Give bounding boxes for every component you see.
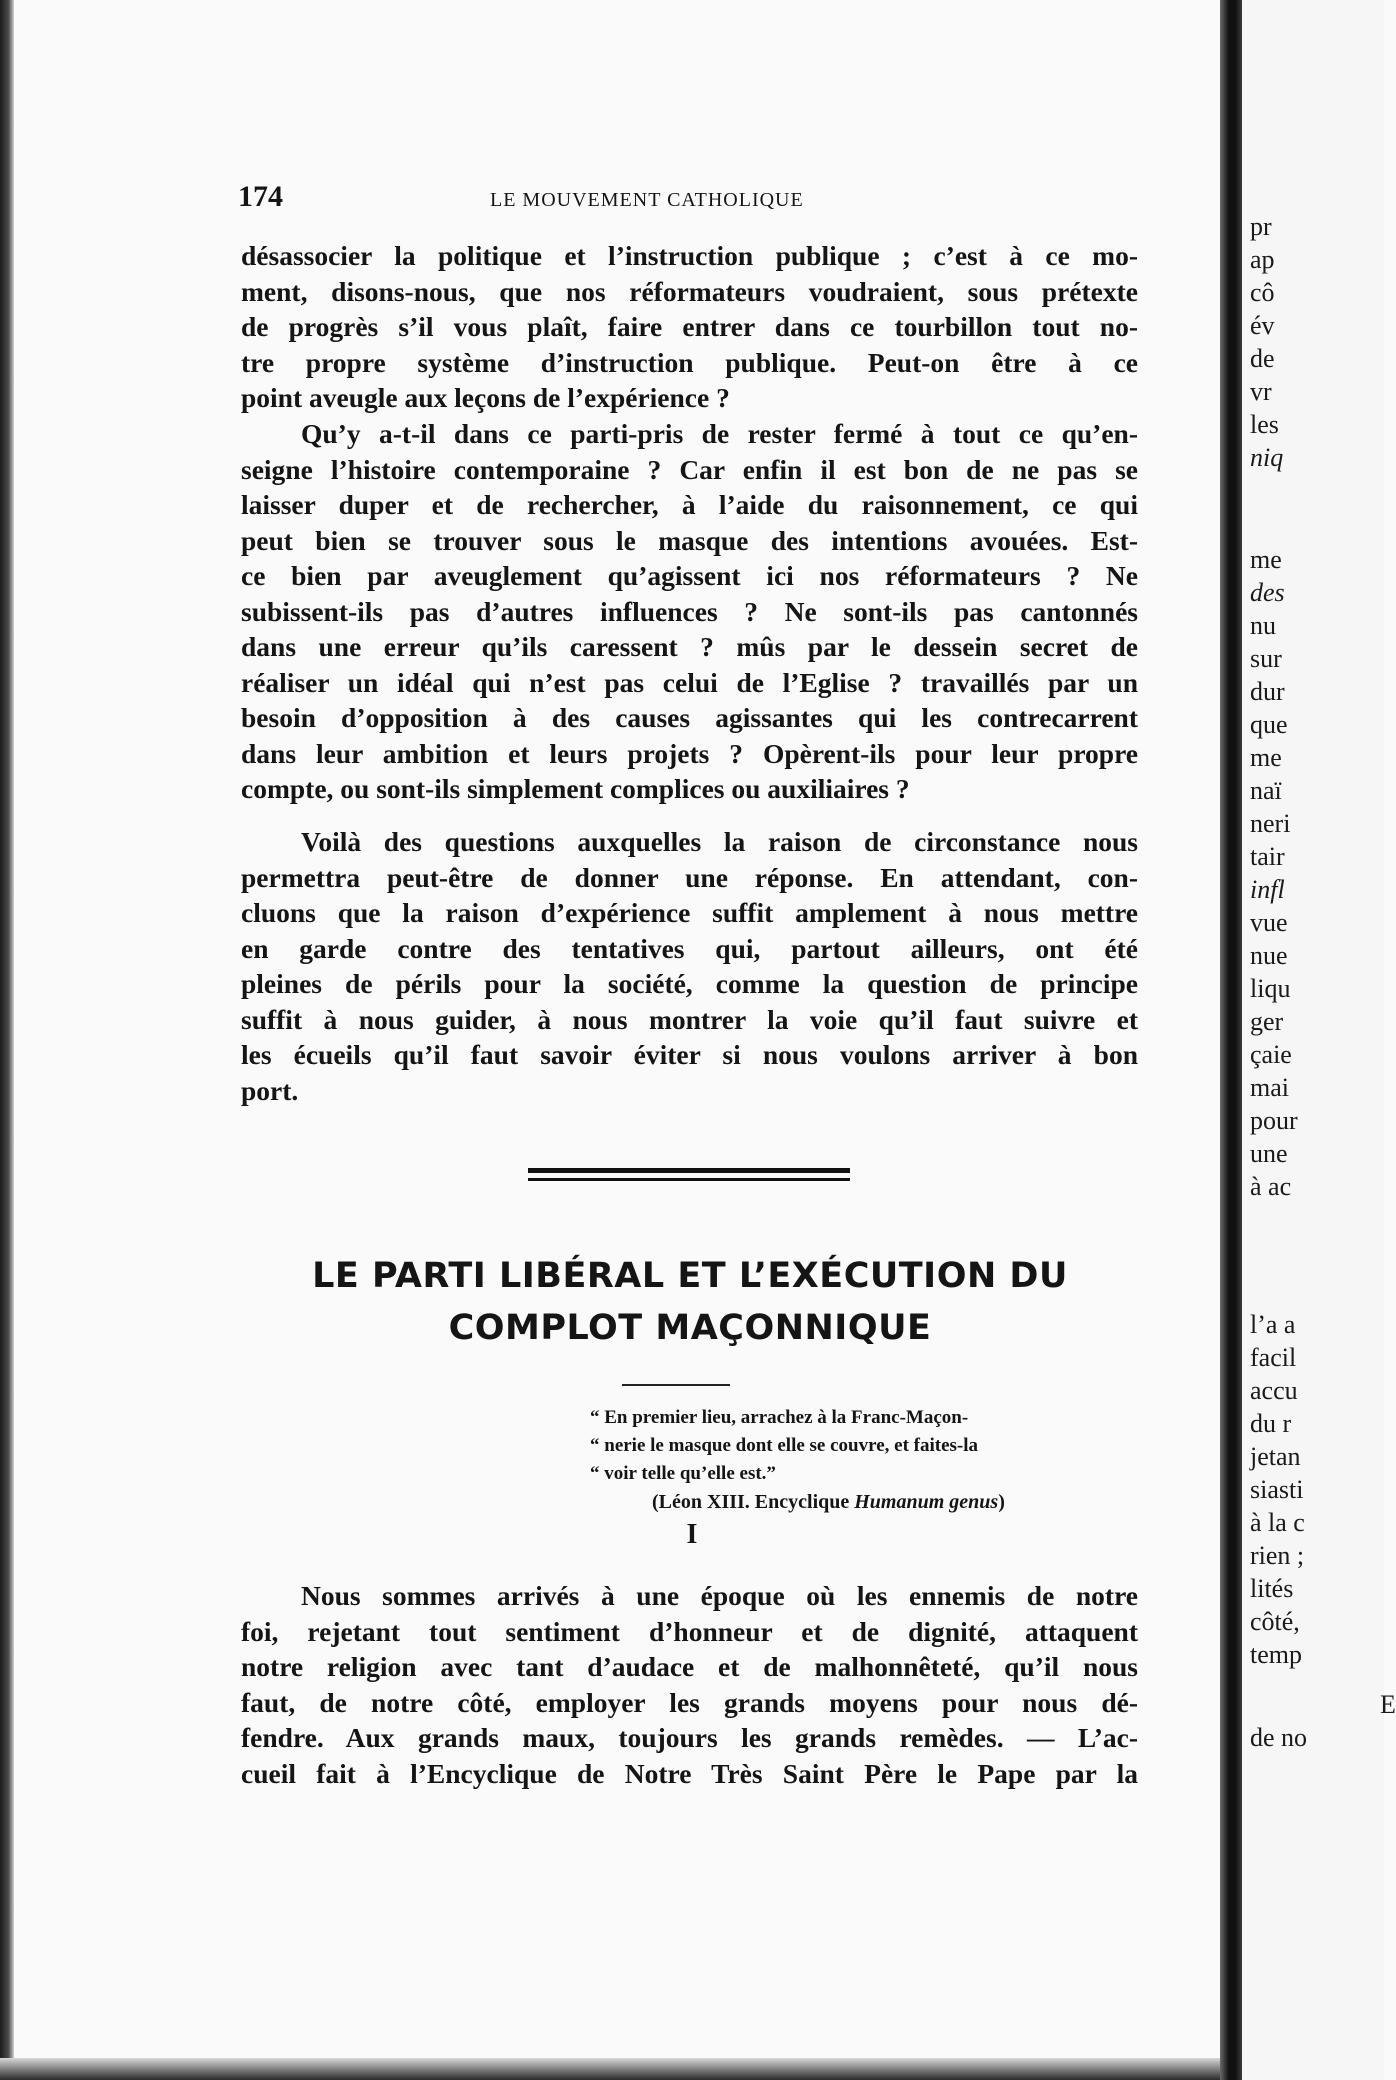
- text-line: peut bien se trouver sous le masque des intentions avouées. Est-: [241, 524, 1138, 556]
- text-line: réaliser un idéal qui n’est pas celui de l’Eglise ? travaillés par un: [241, 666, 1138, 698]
- text-line: tre propre système d’instruction publique. Peut-on être à ce: [241, 346, 1138, 378]
- text-line: pleines de périls pour la société, comme la question de principe: [241, 968, 1138, 999]
- text-line: en garde contre des tentatives qui, partout ailleurs, ont été: [241, 932, 1138, 964]
- facing-page-fragment: me: [1250, 545, 1282, 574]
- facing-page-fragment: les: [1250, 410, 1279, 439]
- text-line: faut, de notre côté, employer les grands moyens pour nous dé-: [241, 1686, 1138, 1718]
- epigraph: [590, 1404, 1138, 1516]
- text-line: seigne l’histoire contemporaine ? Car enfin il est bon de ne pas se: [241, 453, 1138, 485]
- facing-page-fragment: tair: [1250, 842, 1285, 871]
- text-line: laisser duper et de rechercher, à l’aide du raisonnement, ce qui: [241, 489, 1138, 520]
- text-line: dans une erreur qu’ils caressent ? mûs par le dessein secret de: [241, 631, 1138, 662]
- section-number: I: [686, 1519, 698, 1550]
- article-title-line: LE PARTI LIBÉRAL ET L’EXÉCUTION DU: [312, 1256, 1068, 1296]
- facing-page-fragment: rien ;: [1250, 1541, 1305, 1570]
- text-line: permettra peut-être de donner une réponse. En attendant, con-: [241, 861, 1138, 893]
- text-line: besoin d’opposition à des causes agissantes qui les contrecarrent: [241, 702, 1138, 733]
- facing-page-fragment: de: [1250, 344, 1275, 373]
- text-line: Qu’y a-t-il dans ce parti-pris de rester fermé à tout ce qu’en-: [301, 418, 1138, 449]
- text-line: désassocier la politique et l’instruction publique ; c’est à ce mo-: [241, 240, 1138, 271]
- attribution-prefix: (Léon XIII. Encyclique: [652, 1491, 855, 1513]
- text-line: cueil fait à l’Encyclique de Notre Très Saint Père le Pape par la: [241, 1757, 1138, 1789]
- article-title: [230, 1250, 1150, 1354]
- facing-page-fragment: çaie: [1250, 1040, 1292, 1069]
- facing-page-fragment: liqu: [1250, 974, 1291, 1003]
- text-line: Voilà des questions auxquelles la raison de circonstance nous: [301, 826, 1138, 857]
- facing-page-fragment: infl: [1250, 875, 1285, 904]
- text-line: fendre. Aux grands maux, toujours les grands remèdes. — L’ac-: [241, 1722, 1138, 1753]
- text-line: cluons que la raison d’expérience suffit amplement à nous mettre: [241, 897, 1138, 928]
- text-line: subissent-ils pas d’autres influences ? Ne sont-ils pas cantonnés: [241, 595, 1138, 627]
- facing-page-fragment: côté,: [1250, 1607, 1300, 1636]
- book-gutter: [1220, 0, 1242, 2080]
- title-underline: [622, 1384, 730, 1386]
- page-number: 174: [238, 180, 283, 213]
- facing-page-fragment: mai: [1250, 1073, 1289, 1102]
- facing-page-fragment: sur: [1250, 644, 1282, 673]
- text-line: foi, rejetant tout sentiment d’honneur et de dignité, attaquent: [241, 1615, 1138, 1647]
- text-line: compte, ou sont-ils simplement complices ou auxiliaires ?: [241, 773, 910, 804]
- running-header: LE MOUVEMENT CATHOLIQUE: [490, 189, 804, 211]
- facing-page-fragment: lités: [1250, 1574, 1294, 1603]
- text-line: port.: [241, 1074, 299, 1106]
- facing-page-fragment: une: [1250, 1139, 1288, 1168]
- facing-page-fragment: temp: [1250, 1640, 1302, 1669]
- facing-page-fragment: neri: [1250, 809, 1291, 838]
- facing-page-fragment: niq: [1250, 443, 1284, 472]
- attribution-suffix: ): [998, 1491, 1005, 1513]
- section-separator: [528, 1168, 850, 1181]
- scan-edge-bottom: [0, 2058, 1236, 2080]
- paragraph: [241, 238, 1138, 416]
- paragraph: [241, 824, 1138, 1108]
- text-line: dans leur ambition et leurs projets ? Opèrent-ils pour leur propre: [241, 737, 1138, 769]
- facing-page-fragment: nue: [1250, 941, 1288, 970]
- text-line: ment, disons-nous, que nos réformateurs voudraient, sous prétexte: [241, 275, 1138, 307]
- facing-page-fragment: facil: [1250, 1343, 1297, 1372]
- facing-page-fragment: l’a a: [1250, 1310, 1296, 1339]
- attribution-work: Humanum genus: [854, 1491, 999, 1513]
- text-line: suffit à nous guider, à nous montrer la voie qu’il faut suivre et: [241, 1003, 1138, 1035]
- facing-page-fragment: accu: [1250, 1376, 1298, 1405]
- text-line: ce bien par aveuglement qu’agissent ici nos réformateurs ? Ne: [241, 560, 1138, 591]
- paragraph: [241, 416, 1138, 807]
- facing-page-fragment: naï: [1250, 776, 1282, 805]
- facing-page-fragment: de no: [1250, 1723, 1308, 1752]
- facing-page-fragment: à ac: [1250, 1172, 1292, 1201]
- facing-page-fragment: des: [1250, 578, 1285, 607]
- epigraph-attribution: [590, 1488, 1138, 1516]
- facing-page: [1242, 0, 1396, 2080]
- facing-page-fragment: ger: [1250, 1007, 1284, 1036]
- facing-page-fragment: dur: [1250, 677, 1285, 706]
- facing-page-fragment: jetan: [1250, 1442, 1301, 1471]
- facing-page-fragment: pr: [1250, 212, 1272, 241]
- epigraph-line: “ voir telle qu’elle est.”: [590, 1463, 776, 1484]
- facing-page-fragment: siasti: [1250, 1475, 1304, 1504]
- article-title-line: COMPLOT MAÇONNIQUE: [448, 1308, 932, 1348]
- facing-page-fragment: ap: [1250, 245, 1275, 274]
- article-paragraph: [241, 1578, 1138, 1791]
- text-line: Nous sommes arrivés à une époque où les ennemis de notre: [301, 1580, 1138, 1611]
- facing-page-fragment: que: [1250, 710, 1288, 739]
- facing-page-fragment: pour: [1250, 1106, 1298, 1135]
- text-line: de progrès s’il vous plaît, faire entrer dans ce tourbillon tout no-: [241, 311, 1138, 342]
- epigraph-line: “ En premier lieu, arrachez à la Franc-Maçon-: [590, 1407, 969, 1428]
- facing-page-fragment: cô: [1250, 278, 1275, 307]
- facing-page-fragment: nu: [1250, 611, 1276, 640]
- scan-edge-left: [0, 0, 14, 2080]
- text-line: les écueils qu’il faut savoir éviter si nous voulons arriver à bon: [241, 1039, 1138, 1070]
- facing-page-fragment: à la c: [1250, 1508, 1305, 1537]
- facing-page-fragment: E: [1380, 1690, 1396, 1719]
- text-line: notre religion avec tant d’audace et de malhonnêteté, qu’il nous: [241, 1651, 1138, 1682]
- facing-page-fragment: év: [1250, 311, 1275, 340]
- facing-page-fragment: du r: [1250, 1409, 1292, 1438]
- facing-page-fragment: me: [1250, 743, 1282, 772]
- epigraph-line: “ nerie le masque dont elle se couvre, et faites-la: [590, 1435, 979, 1456]
- facing-page-fragment: vue: [1250, 908, 1288, 937]
- text-line: point aveugle aux leçons de l’expérience ?: [241, 382, 730, 413]
- facing-page-fragment: vr: [1250, 377, 1272, 406]
